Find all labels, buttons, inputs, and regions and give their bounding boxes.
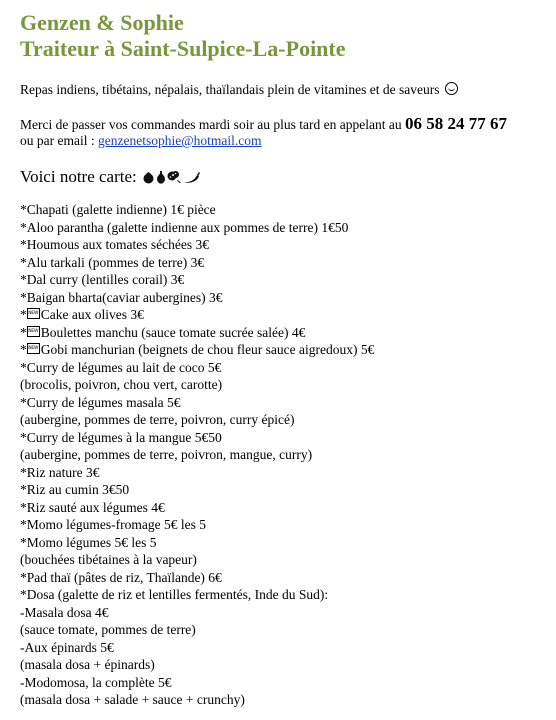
menu-item	[20, 219, 550, 237]
menu-item-text: -Modomosa, la complète 5€	[20, 674, 172, 690]
phone-number: 06 58 24 77 67	[405, 114, 508, 133]
menu-item	[20, 324, 550, 342]
menu-item	[20, 516, 550, 534]
order-phone-prefix: Merci de passer vos commandes mardi soir au plus tard en appelant au	[20, 117, 406, 132]
menu-item	[20, 534, 550, 552]
menu-item-text: *Momo légumes 5€ les 5	[20, 534, 157, 550]
menu-item-text: (aubergine, pommes de terre, poivron, mangue, curry)	[20, 447, 313, 462]
menu-item	[20, 586, 550, 604]
chili-pepper-icon	[183, 171, 201, 184]
tomato-icon	[142, 171, 155, 184]
menu-item	[20, 569, 550, 587]
menu-item	[20, 376, 550, 394]
menu-item-text: (brocolis, poivron, chou vert, carotte)	[20, 377, 223, 392]
menu-item-text: -Masala dosa 4€	[20, 604, 109, 620]
menu-item	[20, 201, 550, 219]
menu-item	[20, 691, 550, 709]
menu-item	[20, 289, 550, 307]
menu-item	[20, 306, 550, 324]
carte-heading	[20, 167, 550, 187]
menu-item	[20, 639, 550, 657]
menu-item-text: *Baigan bharta(caviar aubergines) 3€	[20, 289, 223, 305]
menu-item-text: *Riz nature 3€	[20, 464, 100, 480]
menu-item-text: *Curry de légumes au lait de coco 5€	[20, 359, 222, 375]
title-line-business-name: Genzen & Sophie	[20, 10, 184, 35]
title-line-location: Traiteur à Saint-Sulpice-La-Pointe	[20, 36, 346, 61]
email-link[interactable]: genzenetsophie@hotmail.com	[97, 133, 262, 148]
menu-item-text: *Pad thaï (pâtes de riz, Thaïlande) 6€	[20, 569, 222, 585]
menu-item-text: (masala dosa + salade + sauce + crunchy)	[20, 692, 245, 707]
menu-item-text: *Alu tarkali (pommes de terre) 3€	[20, 254, 205, 270]
menu-item-text: (bouchées tibétaines à la vapeur)	[20, 552, 197, 567]
menu-item-text: *Curry de légumes masala 5€	[20, 394, 181, 410]
menu-item	[20, 499, 550, 517]
menu-item	[20, 236, 550, 254]
menu-item	[20, 411, 550, 429]
menu-item-text: Gobi manchurian (beignets de chou fleur sauce aigredoux) 5€	[40, 342, 375, 357]
order-email-line	[20, 133, 550, 149]
menu-item	[20, 394, 550, 412]
menu-item-text: Boulettes manchu (sauce tomate sucrée salée) 4€	[40, 324, 306, 340]
menu-item-text: *Dal curry (lentilles corail) 3€	[20, 272, 185, 287]
menu-item-text: *Riz au cumin 3€50	[20, 482, 130, 497]
menu-item	[20, 359, 550, 377]
menu-item-text: *Curry de légumes à la mangue 5€50	[20, 429, 222, 445]
menu-item-text: Cake aux olives 3€	[40, 307, 144, 322]
new-badge-icon: NEW	[27, 343, 40, 354]
vegetable-icons	[142, 170, 201, 184]
menu-item	[20, 341, 550, 359]
smiley-icon	[445, 82, 458, 95]
order-phone-line	[20, 116, 550, 133]
eggplant-icon	[156, 170, 166, 184]
broccoli-icon	[167, 170, 182, 184]
menu-item	[20, 464, 550, 482]
menu-item-bullet: *	[20, 342, 27, 357]
carte-heading-text: Voici notre carte:	[20, 167, 137, 186]
intro-text: Repas indiens, tibétains, népalais, thaïlandais plein de vitamines et de saveurs	[20, 82, 440, 97]
menu-item	[20, 254, 550, 272]
new-badge-icon: NEW	[27, 308, 40, 319]
order-instructions	[20, 116, 550, 149]
menu-item-text: *Aloo parantha (galette indienne aux pommes de terre) 1€50	[20, 219, 349, 235]
menu-item-text: *Houmous aux tomates séchées 3€	[20, 237, 209, 252]
menu-item	[20, 446, 550, 464]
menu-item	[20, 429, 550, 447]
menu-item-text: *Dosa (galette de riz et lentilles fermentés, Inde du Sud):	[20, 587, 329, 602]
menu-item-text: (masala dosa + épinards)	[20, 657, 155, 672]
menu-item	[20, 674, 550, 692]
menu-list	[20, 201, 550, 709]
menu-item-bullet: *	[20, 307, 27, 322]
menu-item	[20, 604, 550, 622]
document-page	[20, 10, 550, 709]
menu-item-bullet: *	[20, 324, 27, 340]
menu-item	[20, 656, 550, 674]
intro-paragraph	[20, 81, 550, 98]
order-email-prefix: ou par email :	[20, 133, 98, 148]
menu-item	[20, 551, 550, 569]
menu-item-text: *Chapati (galette indienne) 1€ pièce	[20, 202, 216, 217]
menu-item-text: *Momo légumes-fromage 5€ les 5	[20, 517, 206, 532]
menu-item-text: *Riz sauté aux légumes 4€	[20, 499, 165, 515]
new-badge-icon: NEW	[27, 326, 40, 337]
menu-item	[20, 271, 550, 289]
menu-item-text: (sauce tomate, pommes de terre)	[20, 622, 196, 637]
page-title	[20, 10, 550, 62]
menu-item-text: -Aux épinards 5€	[20, 639, 114, 655]
menu-item	[20, 481, 550, 499]
menu-item-text: (aubergine, pommes de terre, poivron, curry épicé)	[20, 412, 295, 427]
menu-item	[20, 621, 550, 639]
